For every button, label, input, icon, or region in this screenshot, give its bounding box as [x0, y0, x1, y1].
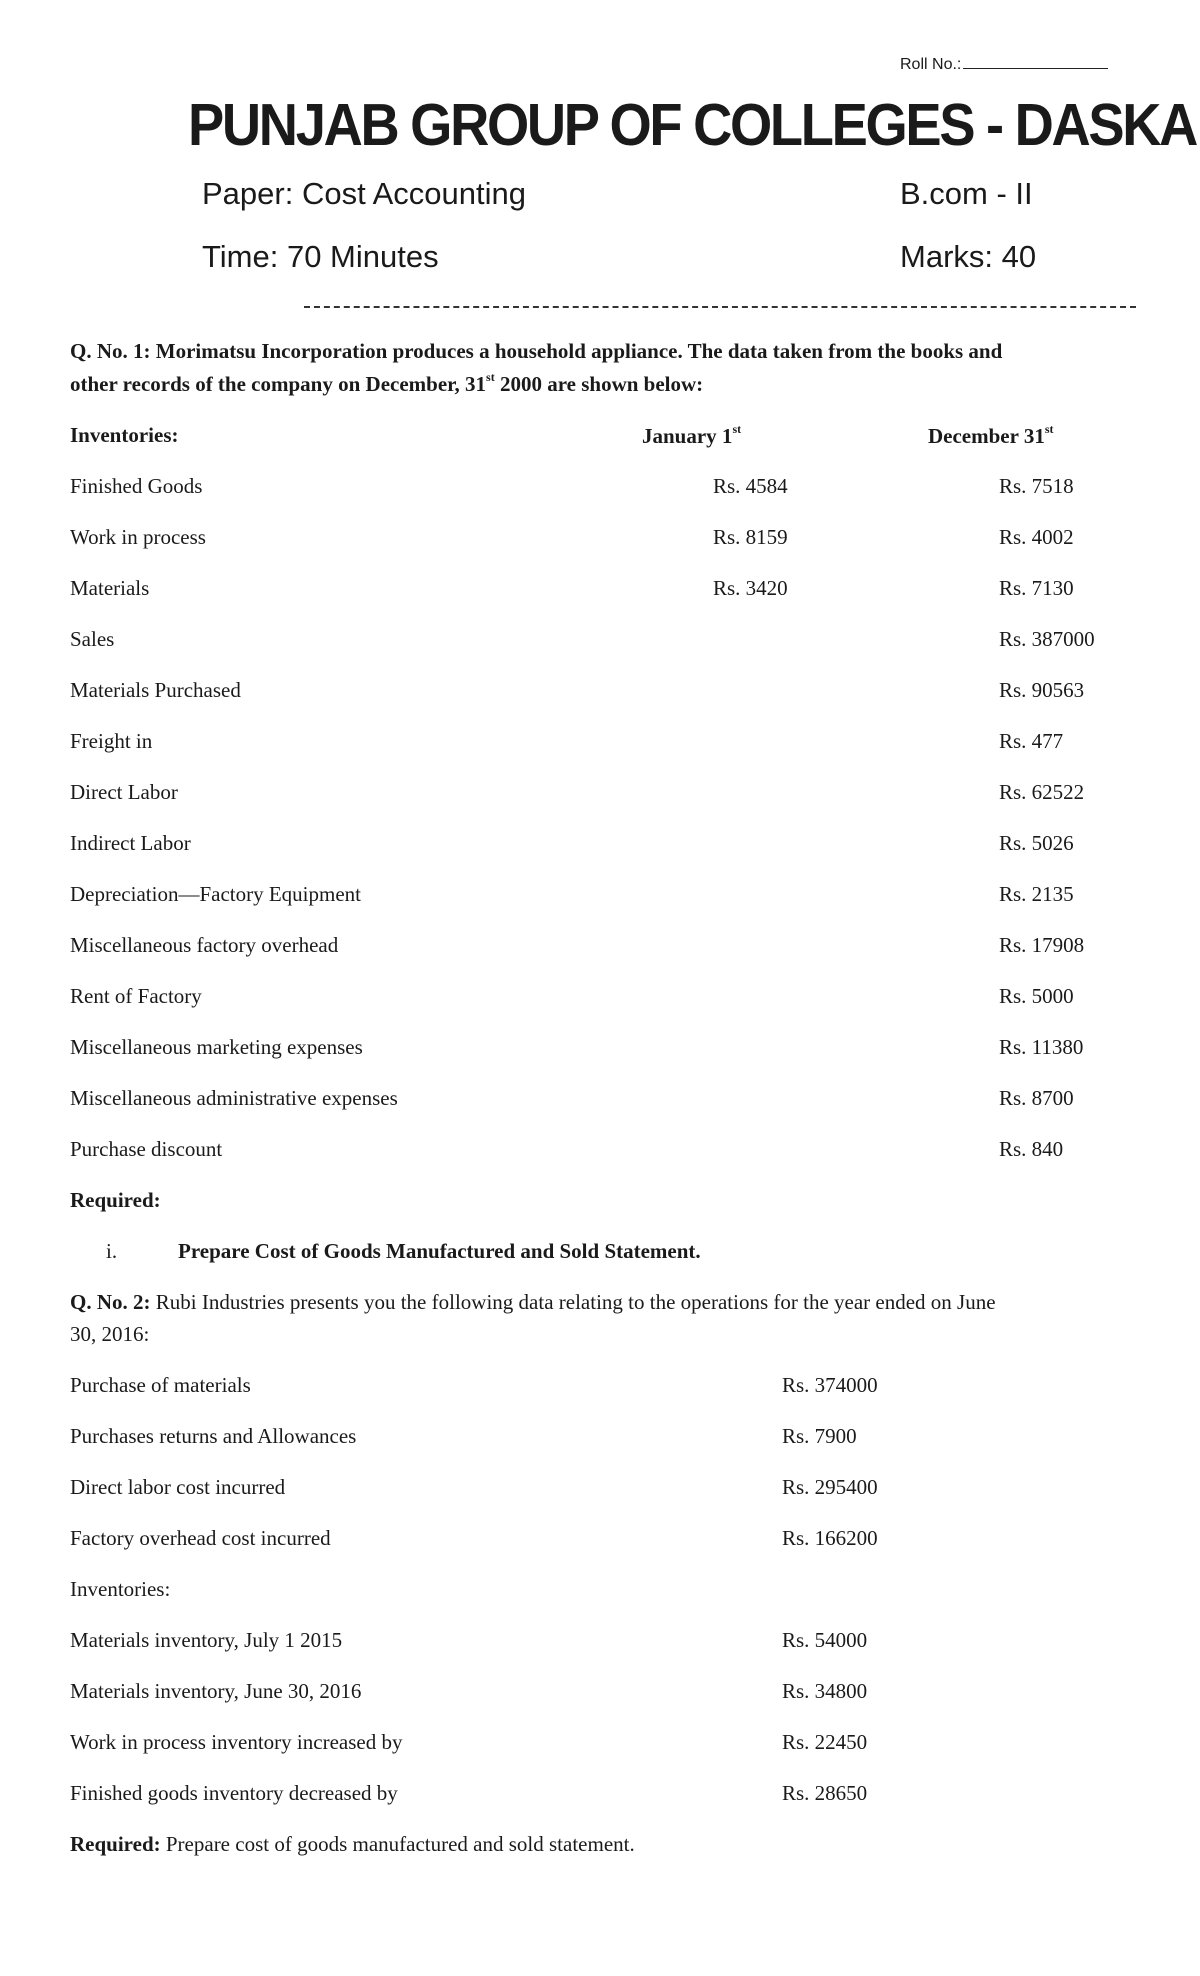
college-title: PUNJAB GROUP OF COLLEGES - DASKA — [188, 92, 1197, 158]
q2-row-value: Rs. 34800 — [782, 1679, 868, 1703]
roll-label: Roll No.: — [900, 56, 962, 73]
q1-row-item: Materials — [70, 576, 150, 600]
q2-row-value: Rs. 22450 — [782, 1730, 868, 1754]
q1-row-dec: Rs. 7130 — [999, 576, 1074, 600]
q2-row-item: Inventories: — [70, 1577, 171, 1601]
q1-col-dec-sup: st — [1044, 422, 1054, 436]
q2-row-item: Finished goods inventory decreased by — [70, 1781, 398, 1805]
q2-row-value: Rs. 374000 — [782, 1373, 878, 1397]
q2-row-item: Purchase of materials — [70, 1373, 251, 1397]
roll-number — [900, 52, 1108, 74]
q1-row-item: Rent of Factory — [70, 984, 202, 1008]
q1-row-item: Purchase discount — [70, 1137, 223, 1161]
q2-intro-text: Rubi Industries presents you the following data relating to the operations for the year ended on June — [150, 1290, 996, 1314]
q1-intro-2a: other records of the company on December, 31 — [70, 372, 487, 396]
q1-row-dec: Rs. 5000 — [999, 984, 1074, 1008]
q1-row-dec: Rs. 11380 — [999, 1035, 1084, 1059]
q1-col-jan-sup: st — [732, 422, 742, 436]
q1-row-dec: Rs. 8700 — [999, 1086, 1074, 1110]
q1-col-dec-text: December 31 — [928, 424, 1045, 448]
q1-label: Q. No. 1: — [70, 339, 151, 363]
q2-row-item: Direct labor cost incurred — [70, 1475, 286, 1499]
program-label: B.com - II — [900, 176, 1033, 211]
q2-intro-line2: 30, 2016: — [70, 1322, 150, 1346]
q1-row-item: Freight in — [70, 729, 153, 753]
q1-row-dec: Rs. 387000 — [999, 627, 1095, 651]
paper-title: Paper: Cost Accounting — [202, 176, 526, 211]
q1-req-text: Prepare Cost of Goods Manufactured and Sold Statement. — [178, 1239, 701, 1263]
q1-intro-2b: 2000 are shown below: — [494, 372, 704, 396]
q2-intro-line1 — [70, 1292, 996, 1313]
q2-row-value: Rs. 295400 — [782, 1475, 878, 1499]
q1-row-item: Miscellaneous factory overhead — [70, 933, 339, 957]
q2-label: Q. No. 2: — [70, 1290, 151, 1314]
q2-row-value: Rs. 28650 — [782, 1781, 868, 1805]
q1-row-jan: Rs. 3420 — [713, 576, 788, 600]
q1-row-item: Direct Labor — [70, 780, 178, 804]
time-label: Time: 70 Minutes — [202, 239, 439, 274]
q1-row-item: Materials Purchased — [70, 678, 241, 702]
q2-row-item: Work in process inventory increased by — [70, 1730, 403, 1754]
q1-row-item: Sales — [70, 627, 115, 651]
q1-req-number: i. — [106, 1239, 118, 1263]
q1-row-item: Miscellaneous administrative expenses — [70, 1086, 398, 1110]
q1-row-item: Indirect Labor — [70, 831, 191, 855]
q1-row-dec: Rs. 90563 — [999, 678, 1085, 702]
q1-intro-sup: st — [486, 370, 495, 384]
q1-row-jan: Rs. 8159 — [713, 525, 788, 549]
q1-intro-text: Morimatsu Incorporation produces a household appliance. The data taken from the books and — [155, 339, 1003, 363]
q2-required-label: Required: — [70, 1832, 161, 1856]
q1-col-jan-header — [642, 422, 742, 448]
q1-row-item: Work in process — [70, 525, 206, 549]
q2-row-value: Rs. 166200 — [782, 1526, 878, 1550]
q2-row-value: Rs. 7900 — [782, 1424, 857, 1448]
q1-intro-line2 — [70, 370, 704, 396]
q2-row-item: Factory overhead cost incurred — [70, 1526, 331, 1550]
q2-required-text: Prepare cost of goods manufactured and sold statement. — [160, 1832, 635, 1856]
q2-row-item: Materials inventory, July 1 2015 — [70, 1628, 343, 1652]
q1-row-dec: Rs. 2135 — [999, 882, 1074, 906]
header-divider — [304, 306, 1136, 308]
q1-intro-line1 — [70, 341, 1002, 362]
q1-row-jan: Rs. 4584 — [713, 474, 788, 498]
q2-row-value: Rs. 54000 — [782, 1628, 868, 1652]
q1-col-jan-text: January 1 — [642, 424, 733, 448]
q1-row-dec: Rs. 17908 — [999, 933, 1085, 957]
q1-row-item: Finished Goods — [70, 474, 203, 498]
q2-row-item: Materials inventory, June 30, 2016 — [70, 1679, 362, 1703]
q1-row-dec: Rs. 477 — [999, 729, 1064, 753]
q1-row-dec: Rs. 4002 — [999, 525, 1074, 549]
roll-blank-line — [963, 52, 1108, 69]
q1-row-dec: Rs. 7518 — [999, 474, 1074, 498]
q2-required — [70, 1834, 635, 1855]
q1-row-item: Miscellaneous marketing expenses — [70, 1035, 363, 1059]
q1-row-dec: Rs. 5026 — [999, 831, 1074, 855]
q1-row-item: Depreciation—Factory Equipment — [70, 882, 361, 906]
q1-row-dec: Rs. 840 — [999, 1137, 1064, 1161]
q1-col-dec-header — [928, 422, 1054, 448]
q1-required-label: Required: — [70, 1188, 161, 1212]
marks-label: Marks: 40 — [900, 239, 1037, 274]
q1-col-item-header: Inventories: — [70, 423, 179, 447]
q1-row-dec: Rs. 62522 — [999, 780, 1085, 804]
q2-row-item: Purchases returns and Allowances — [70, 1424, 357, 1448]
